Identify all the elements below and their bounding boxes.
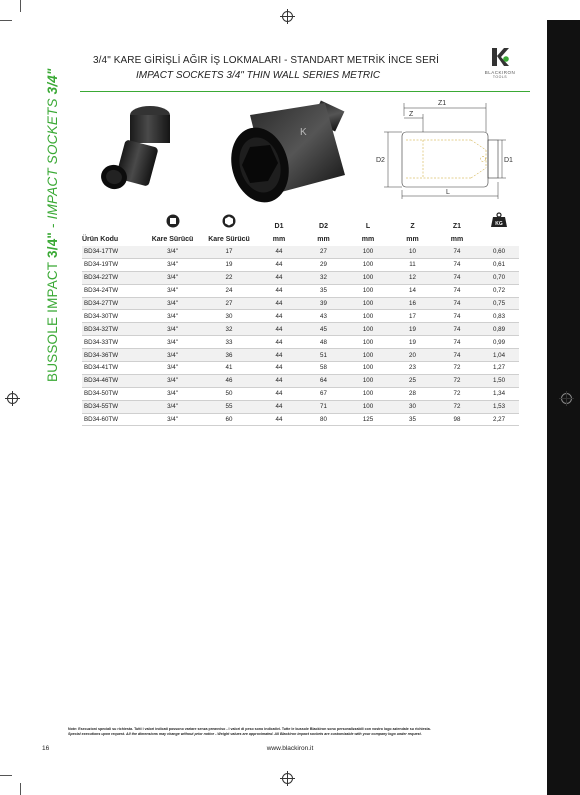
table-cell: 19 [390,323,435,336]
table-cell: 28 [390,387,435,400]
table-cell: 55 [201,400,257,413]
table-cell: 3/4" [144,336,201,349]
side-black-bar [547,20,580,795]
unit-l: mm [361,235,375,243]
table-cell: 100 [346,336,390,349]
dimension-diagram [376,96,521,206]
table-cell: 16 [390,297,435,310]
crop-mark [0,775,12,776]
table-cell: 0,60 [479,246,519,258]
hex-size-icon [201,210,257,232]
table-cell: 19 [390,336,435,349]
table-cell: 80 [301,413,346,426]
col-head-code: Ürün Kodu [82,235,119,243]
table-cell: 44 [257,297,301,310]
table-cell: 48 [301,336,346,349]
unit-d2: mm [317,235,330,243]
table-row [82,387,519,400]
col-head-d2: D2 [319,223,328,230]
table-cell: 30 [390,400,435,413]
table-cell: BD34-50TW [82,387,144,400]
table-cell: 3/4" [144,271,201,284]
table-row [82,258,519,271]
square-drive-icon [144,210,201,232]
table-cell: 41 [201,362,257,375]
table-cell: BD34-32TW [82,323,144,336]
table-cell: BD34-17TW [82,246,144,258]
table-cell: 100 [346,246,390,258]
table-cell: 0,75 [479,297,519,310]
table-cell: 100 [346,349,390,362]
table-cell: 44 [257,400,301,413]
table-cell: 32 [301,271,346,284]
table-cell: 3/4" [144,246,201,258]
registration-mark-icon [7,393,18,404]
table-cell: 3/4" [144,349,201,362]
table-cell: 100 [346,374,390,387]
table-cell: 100 [346,271,390,284]
table-cell: 30 [201,310,257,323]
table-cell: BD34-19TW [82,258,144,271]
table-cell: BD34-46TW [82,374,144,387]
unit-weight [479,232,519,246]
weight-icon [479,210,519,232]
registration-mark-icon [561,393,572,404]
table-cell: 44 [257,349,301,362]
table-cell: 39 [301,297,346,310]
table-row [82,336,519,349]
table-row [82,349,519,362]
dim-label-l: L [446,189,450,196]
table-cell: 1,34 [479,387,519,400]
table-cell: 74 [435,310,479,323]
table-cell: 100 [346,362,390,375]
table-cell: 1,04 [479,349,519,362]
table-cell: 100 [346,387,390,400]
table-cell: 3/4" [144,400,201,413]
table-row [82,297,519,310]
table-cell: 3/4" [144,323,201,336]
table-cell: BD34-55TW [82,400,144,413]
table-cell: BD34-27TW [82,297,144,310]
table-cell: 19 [201,258,257,271]
table-cell: 3/4" [144,362,201,375]
table-cell: 12 [390,271,435,284]
table-cell: 22 [201,271,257,284]
registration-mark-icon [282,773,293,784]
table-cell: 0,83 [479,310,519,323]
table-cell: 74 [435,297,479,310]
table-cell: 0,99 [479,336,519,349]
header-empty [82,210,144,232]
col-head-square-drive-2: Kare Sürücü [208,235,250,243]
table-cell: 46 [201,374,257,387]
col-head-square-drive: Kare Sürücü [151,235,194,243]
table-cell: 64 [301,374,346,387]
table-cell: 100 [346,284,390,297]
page-title-turkish: 3/4" KARE GİRİŞLİ AĞIR İŞ LOKMALARI - STANDART METRİK İNCE SERİ [93,55,440,66]
registration-mark-icon [282,11,293,22]
table-cell: 44 [257,310,301,323]
table-cell: 74 [435,271,479,284]
note-label: Note: [68,727,78,731]
table-row [82,413,519,426]
table-cell: BD34-24TW [82,284,144,297]
table-cell: 14 [390,284,435,297]
table-cell: 3/4" [144,374,201,387]
crop-mark [20,783,21,795]
table-cell: 11 [390,258,435,271]
table-cell: 72 [435,400,479,413]
crop-mark [20,0,21,12]
table-cell: 71 [301,400,346,413]
table-cell: 100 [346,297,390,310]
table-cell: 44 [257,336,301,349]
table-cell: 35 [301,284,346,297]
logo-k-icon [489,46,511,68]
table-row [82,271,519,284]
table-cell: 74 [435,284,479,297]
table-cell: 36 [201,349,257,362]
table-cell: 0,61 [479,258,519,271]
table-cell: 17 [390,310,435,323]
table-cell: 1,50 [479,374,519,387]
table-cell: 58 [301,362,346,375]
dim-label-z1: Z1 [438,100,447,107]
table-cell: 72 [435,374,479,387]
table-cell: 43 [301,310,346,323]
spec-table [82,210,519,426]
table-cell: 72 [435,362,479,375]
product-photo [100,95,360,212]
table-cell: 100 [346,310,390,323]
table-cell: 74 [435,349,479,362]
side-vertical-title [45,52,60,382]
unit-d1: mm [272,235,286,243]
footer-note [68,727,523,737]
table-cell: 45 [301,323,346,336]
table-cell: BD34-41TW [82,362,144,375]
note-italian: Esecuzioni speciali su richiesta. Tutti i valori indicati possono variare senza preavviso - I valori di peso sono indicativi. Tutte le bussole Blackiron sono personalizzabili con vostro logo aziendale su richiesta. [78,727,431,731]
header-divider [80,91,530,92]
svg-text:K: K [300,127,307,138]
table-cell: 1,53 [479,400,519,413]
table-cell: 60 [201,413,257,426]
table-row [82,374,519,387]
table-cell: 2,27 [479,413,519,426]
table-cell: 27 [301,246,346,258]
side-title-part: 3/4" [45,68,60,95]
table-cell: BD34-22TW [82,271,144,284]
table-cell: BD34-60TW [82,413,144,426]
table-cell: 67 [301,387,346,400]
weight-icon-label: KG [495,221,503,227]
col-head-z1: Z1 [452,223,462,230]
table-row [82,310,519,323]
logo-brand-text: BLACKIRON [484,70,516,75]
table-cell: BD34-33TW [82,336,144,349]
table-row [82,246,519,258]
table-cell: 10 [390,246,435,258]
table-cell: 3/4" [144,310,201,323]
side-title-part: BUSSOLE IMPACT [45,257,60,382]
table-cell: 3/4" [144,258,201,271]
page-number: 16 [42,745,50,752]
table-cell: 25 [390,374,435,387]
table-cell: 44 [257,413,301,426]
table-cell: 0,70 [479,271,519,284]
table-cell: 27 [201,297,257,310]
table-cell: 17 [201,246,257,258]
table-cell: 23 [390,362,435,375]
table-cell: 74 [435,323,479,336]
col-head-z: Z [410,223,415,230]
side-title-part: IMPACT SOCKETS [45,94,60,220]
table-cell: 100 [346,258,390,271]
dim-label-z: Z [409,111,414,118]
unit-z: mm [406,235,419,243]
col-head-d1: D1 [274,223,284,230]
brand-logo [480,46,520,79]
note-english: Special executions upon request. All the dimensions may change without prior notice - Weight values are approximated. All Blackiron impact sockets are customizable with your company logo under request. [68,732,422,737]
side-title-part: - [45,219,60,232]
logo-tagline: TOOLS [492,75,508,79]
table-cell: 29 [301,258,346,271]
table-row [82,362,519,375]
table-cell: 3/4" [144,297,201,310]
table-row [82,400,519,413]
table-cell: BD34-36TW [82,349,144,362]
table-cell: 74 [435,336,479,349]
table-cell: 44 [257,362,301,375]
table-cell: 24 [201,284,257,297]
table-cell: 44 [257,387,301,400]
dim-label-d1: D1 [504,157,513,164]
table-row [82,323,519,336]
table-cell: 51 [301,349,346,362]
crop-mark [0,20,12,21]
table-cell: 100 [346,323,390,336]
table-cell: 3/4" [144,413,201,426]
table-cell: 98 [435,413,479,426]
table-cell: 100 [346,400,390,413]
table-cell: 50 [201,387,257,400]
table-cell: 0,72 [479,284,519,297]
side-title-part: 3/4" [45,231,60,258]
table-cell: 125 [346,413,390,426]
table-cell: 44 [257,271,301,284]
table-cell: 32 [201,323,257,336]
table-row [82,284,519,297]
unit-z1: mm [450,235,464,243]
table-cell: 44 [257,258,301,271]
table-cell: BD34-30TW [82,310,144,323]
table-cell: 1,27 [479,362,519,375]
page-title-english: IMPACT SOCKETS 3/4" THIN WALL SERIES METRIC [136,70,381,81]
table-cell: 44 [257,246,301,258]
table-cell: 44 [257,323,301,336]
table-cell: 44 [257,374,301,387]
table-cell: 20 [390,349,435,362]
table-cell: 72 [435,387,479,400]
table-cell: 44 [257,284,301,297]
website-link[interactable]: www.blackiron.it [266,745,314,752]
table-cell: 35 [390,413,435,426]
table-cell: 74 [435,258,479,271]
table-cell: 0,89 [479,323,519,336]
dim-label-d2: D2 [376,157,385,164]
table-cell: 33 [201,336,257,349]
table-cell: 3/4" [144,284,201,297]
col-head-l: L [365,223,371,230]
table-cell: 3/4" [144,387,201,400]
table-cell: 74 [435,246,479,258]
